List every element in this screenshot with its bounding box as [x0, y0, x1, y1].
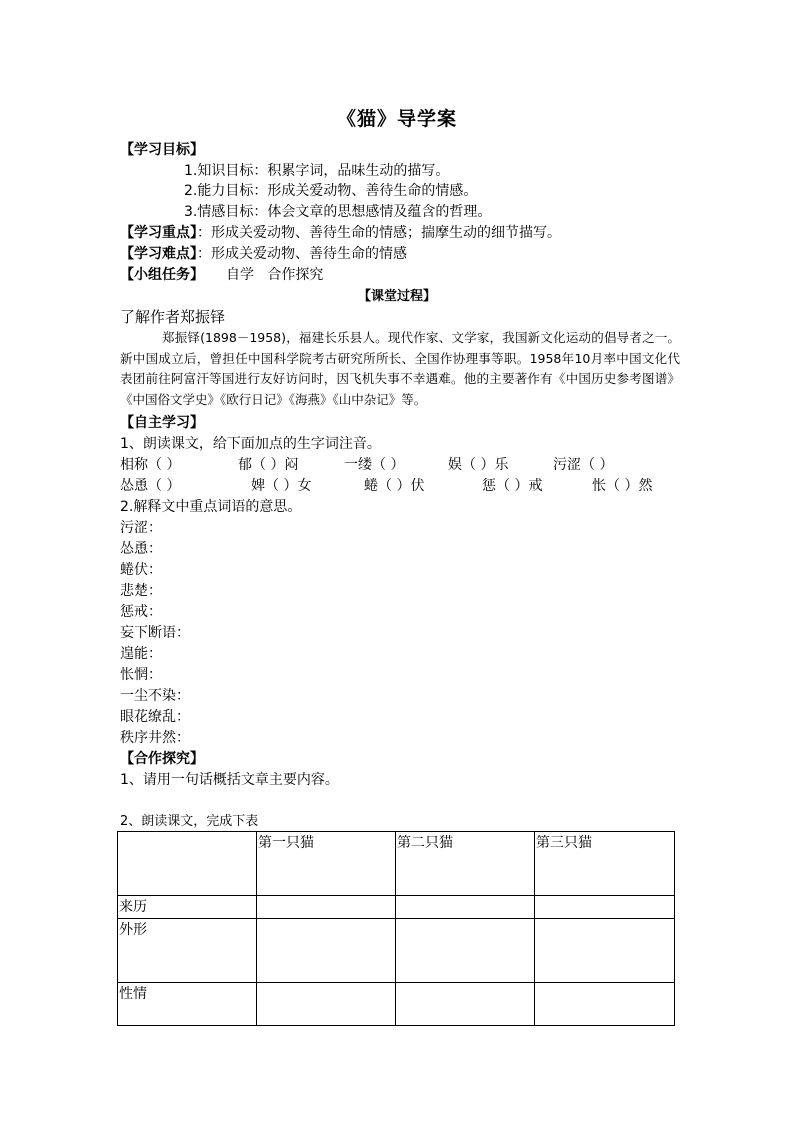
pinyin-item: 惩（ ）戒	[482, 478, 543, 494]
table-header-cell	[118, 832, 257, 896]
pinyin-item: 一缕（ ）	[344, 457, 405, 473]
key-points-text: ：形成关爱动物、善待生命的情感；揣摩生动的细节描写。	[197, 225, 561, 241]
table-cell[interactable]	[257, 896, 396, 919]
objective-item: 2.能力目标：形成关爱动物、善待生命的情感。	[184, 183, 478, 199]
table-row	[118, 919, 675, 983]
self-study-q2: 2.解释文中重点词语的意思。	[120, 499, 302, 515]
pinyin-item: 蜷（ ）伏	[364, 478, 425, 494]
table-row	[118, 983, 675, 1026]
table-cell[interactable]	[396, 896, 535, 919]
term-item: 一尘不染：	[120, 688, 190, 704]
cooperation-q2: 2、朗读课文，完成下表	[120, 814, 259, 829]
key-points-label: 【学习重点】	[120, 225, 197, 241]
term-item: 污涩：	[120, 520, 162, 536]
group-task-text: 自学 合作探究	[226, 267, 324, 283]
table-cell[interactable]	[396, 983, 535, 1026]
cooperation-heading: 【合作探究】	[120, 751, 204, 767]
term-item: 眼花缭乱：	[120, 709, 190, 725]
table-cell[interactable]	[396, 919, 535, 983]
table-header-cell: 第二只猫	[396, 832, 535, 896]
difficulties-text: ：形成关爱动物、善待生命的情感	[197, 246, 407, 262]
objective-item: 3.情感目标：体会文章的思想感情及蕴含的哲理。	[184, 204, 492, 220]
table-cell[interactable]	[535, 983, 675, 1026]
self-study-q1: 1、朗读课文，给下面加点的生字词注音。	[120, 436, 381, 452]
term-item: 怂恿：	[120, 541, 162, 557]
term-item: 惩戒：	[120, 604, 162, 620]
pinyin-item: 娱（ ）乐	[448, 457, 509, 473]
table-row-label: 性情	[118, 983, 257, 1026]
page-title: 《猫》导学案	[336, 108, 457, 130]
author-heading: 了解作者郑振铎	[120, 308, 226, 326]
table-cell[interactable]	[535, 896, 675, 919]
term-item: 妄下断语：	[120, 625, 190, 641]
difficulties	[120, 244, 407, 264]
difficulties-label: 【学习难点】	[120, 246, 197, 262]
term-item: 遑能：	[120, 646, 162, 662]
pinyin-item: 怅（ ）然	[592, 478, 653, 494]
self-study-heading: 【自主学习】	[120, 415, 204, 431]
table-header-row	[118, 832, 675, 896]
term-item: 秩序井然：	[120, 730, 190, 746]
cat-comparison-table	[117, 831, 675, 1026]
table-row-label: 外形	[118, 919, 257, 983]
author-bio: 郑振铎(1898－1958)，福建长乐县人。现代作家、文学家，我国新文化运动的倡导者之一。新中国成立后，曾担任中国科学院考古研究所所长、全国作协理事等职。1958年10月率中国文化代表团前往阿富汗等国进行友好访问时，因飞机失事不幸遇难。他的主要著作有《中国历史参考图谱》《中国俗文学史》《欧行日记》《海燕》《山中杂记》等。	[120, 330, 680, 407]
cooperation-q1: 1、请用一句话概括文章主要内容。	[120, 772, 339, 788]
table-row	[118, 896, 675, 919]
pinyin-item: 污涩（ ）	[553, 457, 614, 473]
objectives-heading: 【学习目标】	[120, 142, 204, 158]
table-cell[interactable]	[535, 919, 675, 983]
process-heading: 【课堂过程】	[357, 289, 436, 304]
table-cell[interactable]	[257, 983, 396, 1026]
term-item: 悲楚：	[120, 583, 162, 599]
group-task	[120, 265, 323, 285]
table-cell[interactable]	[257, 919, 396, 983]
pinyin-item: 相称（ ）	[120, 457, 181, 473]
pinyin-item: 婢（ ）女	[251, 478, 312, 494]
objective-item: 1.知识目标：积累字词，品味生动的描写。	[184, 163, 450, 179]
key-points	[120, 223, 561, 243]
term-item: 怅惘：	[120, 667, 162, 683]
table-header-cell: 第三只猫	[535, 832, 675, 896]
group-task-label: 【小组任务】	[120, 267, 204, 283]
pinyin-item: 郁（ ）闷	[238, 457, 299, 473]
table-row-label: 来历	[118, 896, 257, 919]
term-item: 蜷伏：	[120, 562, 162, 578]
table-header-cell: 第一只猫	[257, 832, 396, 896]
pinyin-item: 怂恿（ ）	[120, 478, 181, 494]
